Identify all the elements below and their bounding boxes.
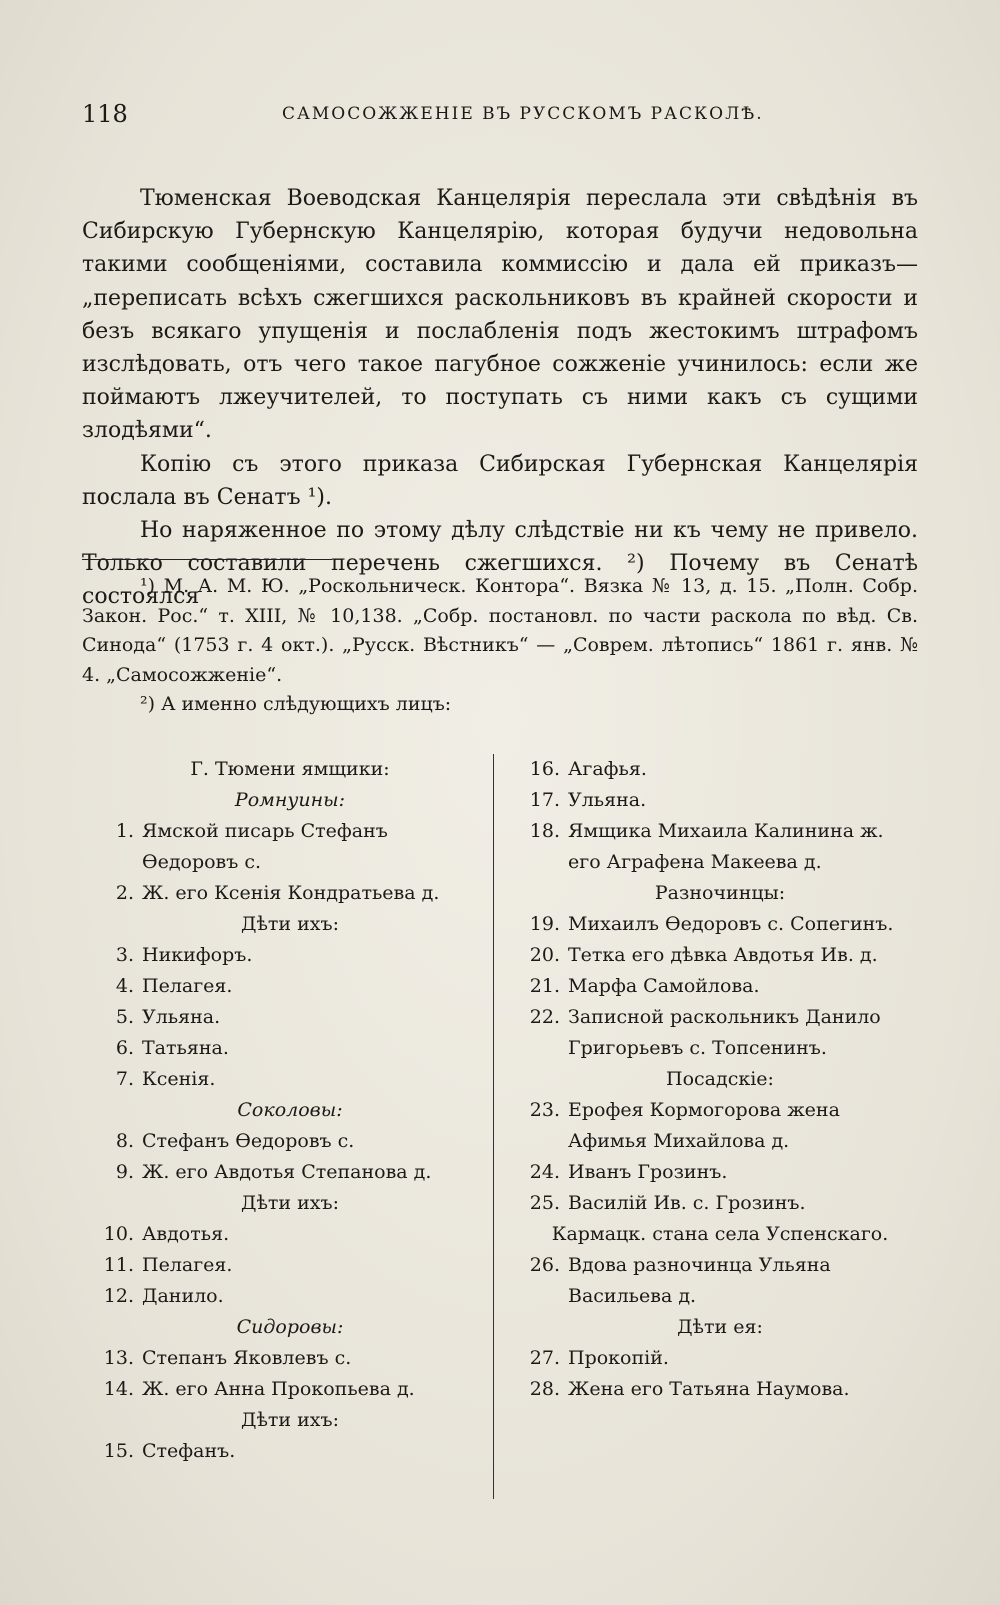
- item-number: 21.: [529, 975, 560, 997]
- person-name: Данило.: [142, 1285, 224, 1307]
- list-item: [520, 909, 920, 940]
- item-number: 22.: [529, 1006, 560, 1028]
- item-number: 8.: [115, 1130, 134, 1152]
- list-item: [100, 971, 480, 1002]
- item-number: 15.: [103, 1440, 134, 1462]
- list-item: [520, 940, 920, 971]
- list-item: [100, 1374, 480, 1405]
- list-item: [520, 1188, 920, 1219]
- group-heading: Дѣти ихъ:: [241, 1409, 339, 1431]
- item-number: 13.: [103, 1347, 134, 1369]
- person-name: Ксенія.: [142, 1068, 216, 1090]
- item-number: 7.: [115, 1068, 134, 1090]
- list-item: [100, 816, 480, 878]
- name-list-left-column: [100, 754, 480, 1467]
- item-number: 14.: [103, 1378, 134, 1400]
- item-number: 16.: [529, 758, 560, 780]
- item-number: 23.: [529, 1099, 560, 1121]
- list-item: [100, 1064, 480, 1095]
- item-number: 26.: [529, 1254, 560, 1276]
- person-name: Никифоръ.: [142, 944, 253, 966]
- list-item: [100, 1343, 480, 1374]
- person-name: Михаилъ Ѳедоровъ с. Сопегинъ.: [568, 913, 894, 935]
- person-name: Ж. его Ксенія Кондратьева д.: [142, 882, 440, 904]
- group-heading: Посадскіе:: [666, 1068, 774, 1090]
- list-item: [520, 754, 920, 785]
- family-heading: Соколовы:: [237, 1099, 343, 1121]
- item-number: 28.: [529, 1378, 560, 1400]
- footnote: ²) А именно слѣдующихъ лицъ:: [140, 693, 452, 715]
- list-item: [520, 971, 920, 1002]
- person-name: Авдотья.: [142, 1223, 230, 1245]
- item-number: 17.: [529, 789, 560, 811]
- person-name: Марфа Самойлова.: [568, 975, 760, 997]
- list-item: [100, 1002, 480, 1033]
- person-name: Ульяна.: [568, 789, 647, 811]
- person-name: Степанъ Яковлевъ с.: [142, 1347, 352, 1369]
- footnotes: [82, 572, 918, 720]
- item-number: 25.: [529, 1192, 560, 1214]
- person-name: Пелагея.: [142, 975, 233, 997]
- main-text: [82, 182, 918, 614]
- item-number: 6.: [115, 1037, 134, 1059]
- person-name: Жена его Татьяна Наумова.: [568, 1378, 850, 1400]
- list-item: [100, 1281, 480, 1312]
- person-name: Иванъ Грозинъ.: [568, 1161, 728, 1183]
- person-name: Ульяна.: [142, 1006, 221, 1028]
- item-number: 24.: [529, 1161, 560, 1183]
- family-heading: Ромнуины:: [234, 789, 346, 811]
- group-heading: Разночинцы:: [654, 882, 786, 904]
- paragraph: Копію съ этого приказа Сибирская Губернская Канцелярія послала въ Сенатъ ¹).: [82, 451, 918, 510]
- person-name: Василій Ив. с. Грозинъ.: [568, 1192, 806, 1214]
- person-name: Татьяна.: [142, 1037, 229, 1059]
- family-heading: Сидоровы:: [236, 1316, 344, 1338]
- person-name: Прокопій.: [568, 1347, 669, 1369]
- footnote-divider: [82, 559, 332, 560]
- list-item: [520, 1250, 920, 1312]
- item-number: 3.: [115, 944, 134, 966]
- group-heading: Дѣти ихъ:: [241, 1192, 339, 1214]
- list-item: [100, 1219, 480, 1250]
- person-name: Агафья.: [568, 758, 647, 780]
- item-number: 1.: [115, 820, 134, 842]
- group-heading: Г. Тюмени ямщики:: [190, 758, 390, 780]
- item-number: 2.: [115, 882, 134, 904]
- page-header: [82, 100, 918, 130]
- group-heading: Дѣти ея:: [677, 1316, 763, 1338]
- list-item: [100, 1126, 480, 1157]
- list-item: [520, 1002, 920, 1064]
- person-name: Ж. его Анна Прокопьева д.: [142, 1378, 415, 1400]
- person-name: Тетка его дѣвка Авдотья Ив. д.: [568, 944, 878, 966]
- name-list-right-column: [520, 754, 920, 1405]
- list-item: [520, 1157, 920, 1188]
- item-number: 12.: [103, 1285, 134, 1307]
- item-number: 4.: [115, 975, 134, 997]
- page-number: 118: [82, 100, 128, 128]
- list-item: [520, 785, 920, 816]
- item-number: 18.: [529, 820, 560, 842]
- paragraph: Тюменская Воеводская Канцелярія переслала эти свѣдѣнія въ Сибирскую Губернскую Канцелярію, которая будучи недовольна такими сообщеніями, составила коммиссію и дала ей приказъ—„переписать всѣхъ сжегшихся раскольниковъ въ крайней скорости и безъ всякаго упущенія и послабленія подъ жестокимъ штрафомъ изслѣдовать, отъ чего такое пагубное сожженіе учинилось: если же поймаютъ лжеучителей, то поступать съ ними какъ съ сущими злодѣями“.: [82, 186, 918, 444]
- item-number: 5.: [115, 1006, 134, 1028]
- list-item: [100, 940, 480, 971]
- running-title: САМОСОЖЖЕНІЕ ВЪ РУССКОМЪ РАСКОЛѢ.: [282, 104, 764, 124]
- person-name: Пелагея.: [142, 1254, 233, 1276]
- list-item: [100, 878, 480, 909]
- list-item: [520, 1095, 920, 1157]
- person-name: Записной раскольникъ Данило Григорьевъ с. Топсенинъ.: [568, 1006, 881, 1059]
- person-name: Ж. его Авдотья Степанова д.: [142, 1161, 432, 1183]
- list-item: [100, 1250, 480, 1281]
- group-heading: Кармацк. стана села Успенскаго.: [551, 1223, 889, 1245]
- group-heading: Дѣти ихъ:: [241, 913, 339, 935]
- item-number: 20.: [529, 944, 560, 966]
- person-name: Ямщика Михаила Калинина ж. его Аграфена Макеева д.: [568, 820, 884, 873]
- item-number: 11.: [103, 1254, 134, 1276]
- person-name: Ерофея Кормогорова жена Афимья Михайлова д.: [568, 1099, 840, 1152]
- person-name: Стефанъ Ѳедоровъ с.: [142, 1130, 355, 1152]
- person-name: Вдова разночинца Ульяна Васильева д.: [568, 1254, 831, 1307]
- column-divider: [493, 754, 494, 1499]
- item-number: 19.: [529, 913, 560, 935]
- list-item: [520, 1343, 920, 1374]
- person-name: Стефанъ.: [142, 1440, 236, 1462]
- footnote: ¹) М. А. М. Ю. „Роскольническ. Контора“. Вязка № 13, д. 15. „Полн. Собр. Закон. Рос.“ т. XIII, № 10,138. „Собр. постановл. по части раскола по вѣд. Св. Синода“ (1753 г. 4 окт.). „Русск. Вѣстникъ“ — „Соврем. лѣтопись“ 1861 г. янв. № 4. „Самосожженіе“.: [82, 575, 918, 686]
- item-number: 27.: [529, 1347, 560, 1369]
- paragraph: Но наряженное по этому дѣлу слѣдствіе ни къ чему не привело. Только составили перечень сжегшихся. ²) Почему въ Сенатѣ состоялся: [82, 518, 918, 610]
- item-number: 9.: [115, 1161, 134, 1183]
- item-number: 10.: [103, 1223, 134, 1245]
- list-item: [520, 816, 920, 878]
- list-item: [100, 1157, 480, 1188]
- list-item: [100, 1436, 480, 1467]
- list-item: [520, 1374, 920, 1405]
- list-item: [100, 1033, 480, 1064]
- person-name: Ямской писарь Стефанъ Ѳедоровъ с.: [142, 820, 388, 873]
